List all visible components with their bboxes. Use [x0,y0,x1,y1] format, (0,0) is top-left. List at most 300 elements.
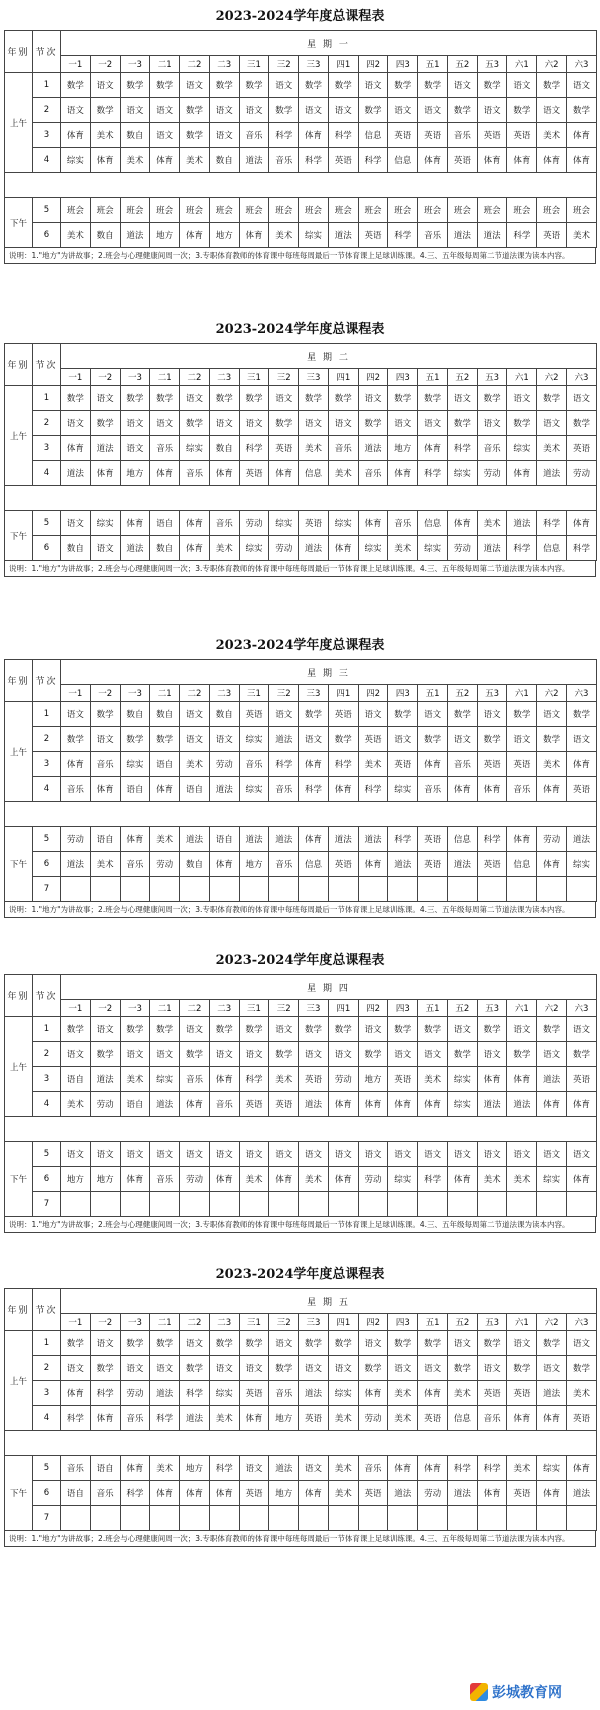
subject-cell [507,877,537,902]
weekday-header: 星 期 五 [61,1289,597,1314]
class-header: 六1 [507,56,537,73]
subject-cell: 语自 [61,1481,91,1506]
class-header: 一1 [61,369,91,386]
lesson-row [5,1506,597,1531]
lesson-row [5,1406,597,1431]
class-header: 三2 [269,1000,299,1017]
subject-cell: 体育 [477,1481,507,1506]
subject-cell: 数学 [239,1017,269,1042]
subject-cell: 数学 [477,1331,507,1356]
subject-cell: 美术 [180,752,210,777]
class-header: 二2 [180,685,210,702]
class-header: 三1 [239,1314,269,1331]
subject-cell: 语文 [567,1142,597,1167]
period-number: 1 [33,702,61,727]
subject-cell: 语文 [90,1331,120,1356]
subject-cell: 体育 [358,1092,388,1117]
subject-cell: 数学 [269,1042,299,1067]
subject-cell: 体育 [507,461,537,486]
subject-cell: 体育 [567,1092,597,1117]
subject-cell: 信息 [299,461,329,486]
subject-cell: 科学 [328,752,358,777]
subject-cell: 科学 [209,1456,239,1481]
subject-cell: 体育 [477,148,507,173]
subject-cell: 综实 [388,1167,418,1192]
subject-cell: 劳动 [537,827,567,852]
subject-cell: 体育 [150,148,180,173]
subject-cell: 体育 [418,1381,448,1406]
subject-cell: 体育 [418,1456,448,1481]
subject-cell: 语自 [120,1092,150,1117]
subject-cell: 班会 [567,198,597,223]
subject-cell: 体育 [61,1381,91,1406]
subject-cell: 体育 [418,1092,448,1117]
class-header-row [5,1000,597,1017]
subject-cell: 科学 [388,223,418,248]
break-cell [5,486,597,511]
subject-cell [358,877,388,902]
subject-cell: 科学 [269,123,299,148]
weekday-row [5,344,597,369]
subject-cell: 语文 [358,1331,388,1356]
subject-cell: 科学 [358,777,388,802]
subject-cell: 数学 [239,73,269,98]
class-header: 六3 [567,1000,597,1017]
subject-cell: 语文 [299,98,329,123]
subject-cell: 语文 [269,1142,299,1167]
subject-cell: 美术 [567,1381,597,1406]
subject-cell: 语文 [180,386,210,411]
subject-cell: 综实 [358,536,388,561]
subject-cell: 美术 [537,436,567,461]
subject-cell: 英语 [239,461,269,486]
grade-header: 年别 [5,975,33,1017]
subject-cell: 地方 [90,1167,120,1192]
subject-cell: 语文 [180,727,210,752]
subject-cell: 英语 [477,852,507,877]
subject-cell: 数自 [209,702,239,727]
class-header: 三2 [269,1314,299,1331]
subject-cell: 语文 [358,386,388,411]
schedule-note: 说明：1."地方"为讲故事；2.班会与心理健康间周一次；3.专职体育教师的体育课中每班每周最后一节体育课上足球训练课。4.三、五年级每周第二节道法课为读本内容。 [4,1217,596,1233]
subject-cell: 综实 [239,727,269,752]
break-row [5,802,597,827]
subject-cell: 英语 [388,752,418,777]
subject-cell: 英语 [239,1381,269,1406]
subject-cell: 美术 [507,1456,537,1481]
subject-cell: 科学 [477,1456,507,1481]
subject-cell: 语文 [269,1017,299,1042]
period-number: 6 [33,1481,61,1506]
subject-cell [150,877,180,902]
subject-cell: 英语 [477,752,507,777]
subject-cell: 语文 [239,1356,269,1381]
subject-cell: 美术 [299,1167,329,1192]
subject-cell [90,877,120,902]
subject-cell: 道法 [477,223,507,248]
subject-cell: 语文 [209,727,239,752]
class-header: 五1 [418,369,448,386]
period-number: 1 [33,1017,61,1042]
class-header: 六3 [567,685,597,702]
subject-cell: 语文 [447,1017,477,1042]
morning-label: 上午 [5,73,33,173]
subject-cell: 数学 [537,727,567,752]
break-row [5,1117,597,1142]
subject-cell [150,1192,180,1217]
subject-cell: 科学 [447,436,477,461]
period-header: 节次 [33,1289,61,1331]
subject-cell: 语文 [269,1331,299,1356]
subject-cell [477,1192,507,1217]
subject-cell [328,1506,358,1531]
subject-cell: 班会 [239,198,269,223]
subject-cell: 体育 [269,1167,299,1192]
break-row [5,486,597,511]
subject-cell: 数学 [388,1017,418,1042]
subject-cell: 数学 [269,1356,299,1381]
lesson-row [5,1456,597,1481]
class-header: 二3 [209,369,239,386]
subject-cell: 科学 [388,827,418,852]
subject-cell: 语文 [180,1142,210,1167]
subject-cell: 体育 [537,1092,567,1117]
subject-cell: 语文 [388,1142,418,1167]
subject-cell: 班会 [90,198,120,223]
subject-cell: 数学 [61,1331,91,1356]
subject-cell: 数学 [120,386,150,411]
subject-cell: 语文 [388,1042,418,1067]
subject-cell: 数学 [209,1331,239,1356]
subject-cell: 语文 [269,73,299,98]
subject-cell: 班会 [477,198,507,223]
subject-cell: 劳动 [150,852,180,877]
subject-cell: 道法 [239,148,269,173]
class-header: 四1 [328,1314,358,1331]
schedule-title: 2023-2024学年度总课程表 [215,953,385,968]
subject-cell: 语文 [180,73,210,98]
subject-cell: 体育 [269,461,299,486]
subject-cell: 英语 [477,123,507,148]
class-header: 四1 [328,1000,358,1017]
schedule-title: 2023-2024学年度总课程表 [215,9,385,24]
lesson-row [5,223,597,248]
class-header: 六2 [537,56,567,73]
subject-cell: 语文 [180,702,210,727]
subject-cell: 科学 [299,148,329,173]
subject-cell: 语文 [61,511,91,536]
subject-cell: 语文 [120,436,150,461]
class-header: 二3 [209,1314,239,1331]
subject-cell: 语文 [388,727,418,752]
subject-cell: 数学 [418,1017,448,1042]
subject-cell: 数自 [61,536,91,561]
subject-cell: 道法 [447,852,477,877]
subject-cell [269,1506,299,1531]
subject-cell: 数学 [328,1331,358,1356]
subject-cell: 体育 [299,1481,329,1506]
subject-cell: 英语 [239,1092,269,1117]
lesson-row [5,827,597,852]
subject-cell: 数学 [150,1331,180,1356]
subject-cell: 体育 [150,777,180,802]
subject-cell: 班会 [120,198,150,223]
subject-cell: 语文 [328,411,358,436]
subject-cell: 英语 [507,123,537,148]
class-header: 四3 [388,1314,418,1331]
subject-cell: 班会 [180,198,210,223]
lesson-row [5,1331,597,1356]
subject-cell: 语文 [90,386,120,411]
weekday-row [5,975,597,1000]
weekday-header: 星 期 四 [61,975,597,1000]
period-number: 4 [33,777,61,802]
subject-cell: 信息 [299,852,329,877]
subject-cell: 综实 [418,536,448,561]
subject-cell: 数学 [507,98,537,123]
subject-cell: 综实 [567,852,597,877]
subject-cell: 道法 [537,1067,567,1092]
subject-cell: 体育 [61,436,91,461]
subject-cell: 科学 [507,536,537,561]
subject-cell: 体育 [120,511,150,536]
subject-cell: 科学 [150,1406,180,1431]
subject-cell: 语文 [150,98,180,123]
period-number: 6 [33,223,61,248]
class-header: 六2 [537,1000,567,1017]
class-header: 五2 [447,1000,477,1017]
subject-cell [120,877,150,902]
subject-cell: 信息 [358,123,388,148]
subject-cell: 体育 [180,536,210,561]
subject-cell [477,1506,507,1531]
subject-cell: 数学 [507,1356,537,1381]
subject-cell: 体育 [299,752,329,777]
schedule-title: 2023-2024学年度总课程表 [215,322,385,337]
subject-cell: 数自 [150,536,180,561]
subject-cell: 道法 [299,1381,329,1406]
class-header: 四1 [328,56,358,73]
subject-cell: 英语 [507,752,537,777]
subject-cell: 体育 [507,1406,537,1431]
schedule-note: 说明：1."地方"为讲故事；2.班会与心理健康间周一次；3.专职体育教师的体育课中每班每周最后一节体育课上足球训练课。4.三、五年级每周第二节道法课为读本内容。 [4,561,596,577]
subject-cell: 劳动 [477,461,507,486]
subject-cell: 语文 [328,1356,358,1381]
subject-cell: 体育 [447,511,477,536]
class-header: 一1 [61,1000,91,1017]
subject-cell: 数自 [120,702,150,727]
subject-cell: 体育 [507,827,537,852]
class-header: 四1 [328,369,358,386]
subject-cell: 音乐 [120,1406,150,1431]
subject-cell: 道法 [180,827,210,852]
subject-cell: 语文 [120,1356,150,1381]
subject-cell: 数学 [507,1042,537,1067]
subject-cell: 道法 [388,1481,418,1506]
subject-cell [180,1192,210,1217]
subject-cell: 道法 [120,223,150,248]
subject-cell [418,877,448,902]
lesson-row [5,73,597,98]
subject-cell: 语文 [150,1356,180,1381]
subject-cell: 数学 [507,411,537,436]
subject-cell: 数学 [328,73,358,98]
subject-cell [567,877,597,902]
subject-cell: 数学 [537,1331,567,1356]
class-header: 二1 [150,1314,180,1331]
class-header: 四2 [358,685,388,702]
lesson-row [5,1092,597,1117]
subject-cell: 语文 [537,1142,567,1167]
subject-cell: 劳动 [418,1481,448,1506]
subject-cell: 体育 [299,827,329,852]
period-number: 2 [33,727,61,752]
subject-cell: 数学 [150,386,180,411]
subject-cell: 语文 [209,1142,239,1167]
subject-cell: 体育 [447,777,477,802]
subject-cell: 语文 [150,123,180,148]
subject-cell: 语文 [418,411,448,436]
lesson-row [5,461,597,486]
subject-cell: 道法 [299,1092,329,1117]
subject-cell: 数学 [180,1042,210,1067]
subject-cell [180,877,210,902]
subject-cell: 英语 [507,1381,537,1406]
subject-cell: 劳动 [90,1092,120,1117]
class-header: 四3 [388,56,418,73]
subject-cell: 语文 [358,1142,388,1167]
subject-cell: 语文 [209,98,239,123]
subject-cell: 美术 [299,436,329,461]
subject-cell: 道法 [447,223,477,248]
subject-cell: 语文 [239,1042,269,1067]
subject-cell: 语自 [209,827,239,852]
subject-cell: 语文 [299,1142,329,1167]
subject-cell: 综实 [328,511,358,536]
class-header: 一1 [61,685,91,702]
subject-cell: 美术 [150,827,180,852]
subject-cell: 班会 [537,198,567,223]
break-row [5,1431,597,1456]
class-header: 六1 [507,369,537,386]
subject-cell: 语文 [507,727,537,752]
subject-cell: 地方 [358,1067,388,1092]
class-header: 五2 [447,369,477,386]
subject-cell: 数学 [120,73,150,98]
subject-cell: 体育 [567,1456,597,1481]
subject-cell: 道法 [328,827,358,852]
period-number: 5 [33,1142,61,1167]
subject-cell: 道法 [507,1092,537,1117]
class-header: 一2 [90,369,120,386]
subject-cell: 体育 [120,1456,150,1481]
subject-cell: 数学 [418,1331,448,1356]
subject-cell: 数学 [477,727,507,752]
subject-cell: 班会 [269,198,299,223]
class-header: 五3 [477,1314,507,1331]
lesson-row [5,777,597,802]
subject-cell: 语文 [537,411,567,436]
subject-cell: 语文 [328,98,358,123]
subject-cell: 体育 [61,123,91,148]
subject-cell: 劳动 [209,752,239,777]
subject-cell: 语文 [239,1142,269,1167]
subject-cell: 数学 [239,1331,269,1356]
subject-cell: 美术 [120,1067,150,1092]
subject-cell: 语文 [477,98,507,123]
subject-cell: 音乐 [269,148,299,173]
subject-cell: 美术 [209,536,239,561]
schedule-title: 2023-2024学年度总课程表 [215,1267,385,1282]
subject-cell [269,877,299,902]
subject-cell: 道法 [567,1481,597,1506]
class-header: 三3 [299,685,329,702]
class-header: 一1 [61,56,91,73]
subject-cell: 数学 [180,123,210,148]
class-header-row [5,685,597,702]
subject-cell: 数学 [120,1331,150,1356]
lesson-row [5,702,597,727]
lesson-row [5,511,597,536]
subject-cell: 数学 [239,386,269,411]
subject-cell: 音乐 [61,1456,91,1481]
class-header: 四1 [328,685,358,702]
class-header: 三1 [239,685,269,702]
subject-cell: 道法 [269,1456,299,1481]
subject-cell: 音乐 [447,752,477,777]
subject-cell: 综实 [239,536,269,561]
period-number: 5 [33,198,61,223]
subject-cell: 信息 [447,827,477,852]
subject-cell: 体育 [239,223,269,248]
subject-cell: 数学 [388,386,418,411]
subject-cell: 地方 [269,1481,299,1506]
subject-cell [180,1506,210,1531]
subject-cell: 音乐 [269,852,299,877]
subject-cell: 语文 [418,1142,448,1167]
period-number: 7 [33,877,61,902]
subject-cell: 数学 [90,1042,120,1067]
subject-cell: 语自 [120,777,150,802]
subject-cell: 语文 [180,1017,210,1042]
subject-cell: 劳动 [567,461,597,486]
subject-cell: 语文 [477,1042,507,1067]
subject-cell: 数学 [388,73,418,98]
class-header: 四2 [358,1314,388,1331]
subject-cell: 美术 [120,148,150,173]
subject-cell: 音乐 [90,1481,120,1506]
subject-cell: 美术 [328,461,358,486]
subject-cell: 数学 [537,1017,567,1042]
subject-cell: 劳动 [358,1167,388,1192]
subject-cell: 科学 [299,777,329,802]
subject-cell: 综实 [269,511,299,536]
subject-cell: 美术 [150,1456,180,1481]
subject-cell: 体育 [209,461,239,486]
subject-cell: 数学 [180,1356,210,1381]
class-header: 三2 [269,56,299,73]
subject-cell: 美术 [90,123,120,148]
subject-cell: 科学 [507,223,537,248]
subject-cell: 班会 [388,198,418,223]
subject-cell: 语文 [567,386,597,411]
class-header: 三1 [239,1000,269,1017]
subject-cell: 数自 [150,702,180,727]
break-cell [5,173,597,198]
subject-cell: 班会 [328,198,358,223]
subject-cell: 数学 [299,1017,329,1042]
subject-cell [299,1506,329,1531]
